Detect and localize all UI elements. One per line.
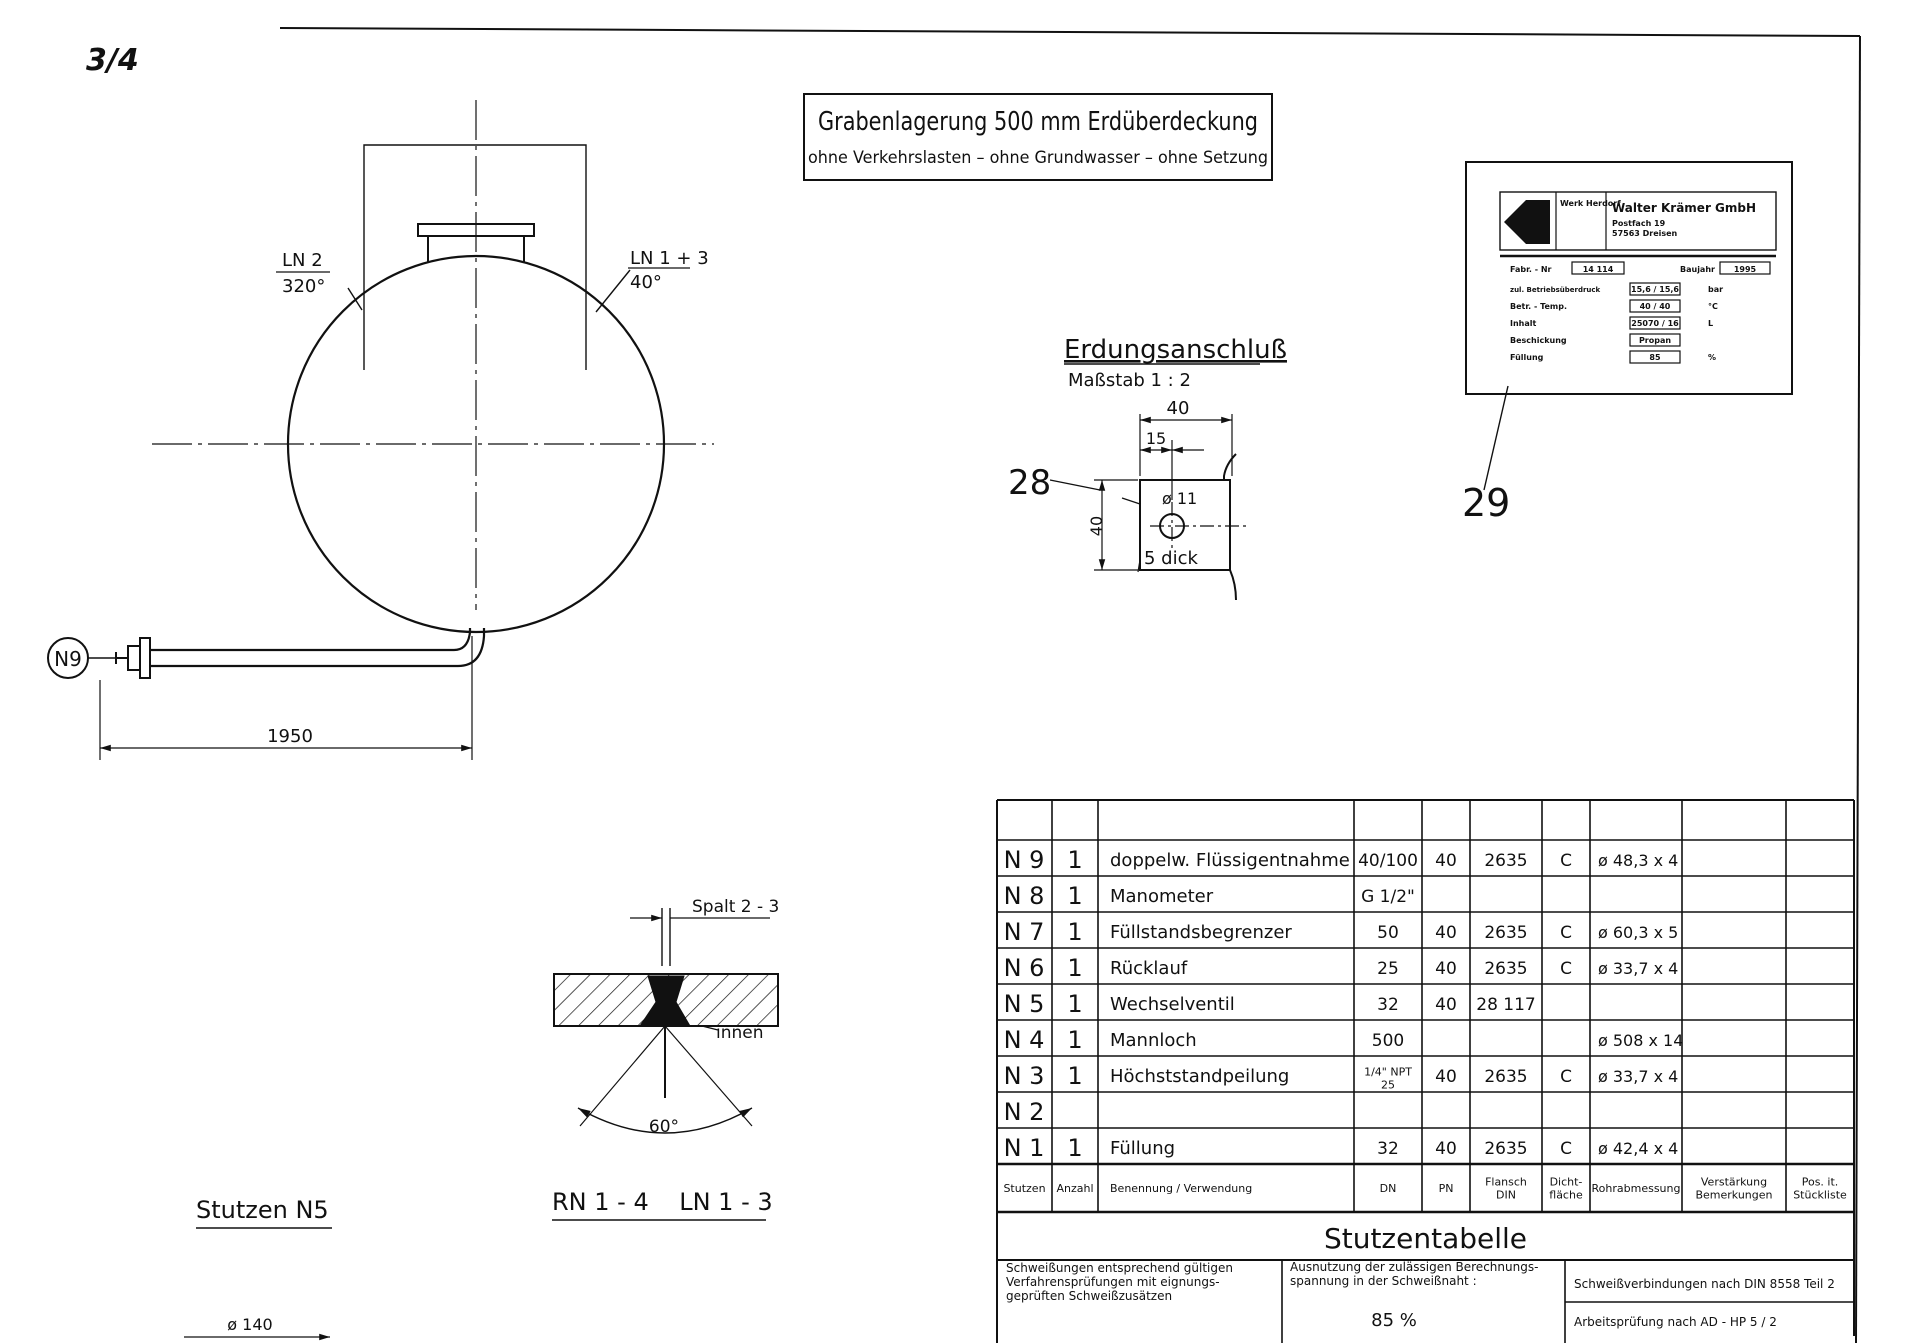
table-cell-flansch: 2635: [1484, 923, 1528, 943]
table-cell-dn: 25: [1377, 959, 1399, 979]
table-cell-stutzen: N 3: [1003, 1062, 1045, 1090]
table-cell-flansch: 2635: [1484, 1067, 1528, 1087]
table-cell-pn: 40: [1435, 995, 1457, 1015]
table-cell-dn: G 1/2": [1361, 887, 1415, 907]
table-cell-dicht: C: [1560, 1139, 1572, 1159]
table-cell-flansch: 2635: [1484, 851, 1528, 871]
table-header-stutzen: Stutzen: [1003, 1182, 1046, 1195]
table-cell-flansch: 2635: [1484, 1139, 1528, 1159]
table-cell-anzahl: 1: [1067, 1062, 1083, 1090]
nameplate-item-number: 29: [1462, 481, 1511, 525]
table-header-anzahl: Anzahl: [1056, 1182, 1094, 1195]
n9-pipe: [150, 628, 484, 666]
ln13-label: LN 1 + 3: [630, 248, 709, 269]
nameplate-inhalt-label: Inhalt: [1510, 319, 1537, 328]
dim-1950: 1950: [267, 726, 313, 747]
nameplate-baujahr-label: Baujahr: [1680, 265, 1715, 274]
nameplate-baujahr-value: 1995: [1733, 265, 1757, 274]
title-line-2: ohne Verkehrslasten – ohne Grundwasser – ohne Setzung: [808, 148, 1268, 168]
table-cell-benennung: Rücklauf: [1110, 958, 1188, 979]
table-footer-mid-value: 85 %: [1371, 1310, 1417, 1331]
table-footer-mid: spannung in der Schweißnaht :: [1290, 1274, 1477, 1288]
table-cell-stutzen: N 1: [1003, 1134, 1045, 1162]
table-cell-stutzen: N 8: [1003, 882, 1045, 910]
table-header-verst: Verstärkung: [1700, 1175, 1768, 1189]
vessel-end-view: [48, 100, 714, 760]
table-header-flansch: Flansch: [1485, 1175, 1527, 1189]
nameplate-druck-value: 15,6 / 15,6: [1631, 285, 1679, 294]
table-cell-pn: 40: [1435, 959, 1457, 979]
weld-innen: innen: [716, 1023, 764, 1043]
nameplate-fabr-value: 14 114: [1582, 265, 1614, 274]
nameplate-fuellung-label: Füllung: [1510, 353, 1544, 362]
grounding-title: Erdungsanschluß: [1064, 335, 1287, 365]
grounding-scale: Maßstab 1 : 2: [1068, 370, 1191, 391]
table-header-pn: PN: [1438, 1182, 1454, 1195]
table-cell-pn: 40: [1435, 1139, 1457, 1159]
grounding-hole-label: ø 11: [1162, 489, 1198, 508]
table-cell-dn: 40/100: [1358, 851, 1418, 871]
table-cell-dicht: C: [1560, 959, 1572, 979]
table-cell-rohr: ø 33,7 x 4: [1598, 1067, 1679, 1086]
title-box: [804, 94, 1272, 180]
grounding-dim-40-side: 40: [1087, 515, 1106, 537]
table-cell-rohr: ø 42,4 x 4: [1598, 1139, 1679, 1158]
grounding-thickness: 5 dick: [1144, 548, 1198, 569]
table-cell-dicht: C: [1560, 851, 1572, 871]
table-cell-anzahl: 1: [1067, 882, 1083, 910]
table-header-rohr: Rohrabmessung: [1591, 1182, 1681, 1195]
nameplate-temp-value: 40 / 40: [1639, 302, 1671, 311]
table-header-dicht: fläche: [1549, 1188, 1583, 1202]
nameplate-inhalt-value: 25070 / 16: [1631, 319, 1679, 328]
table-cell-pn: 40: [1435, 1067, 1457, 1087]
table-header-benennung: Benennung / Verwendung: [1110, 1182, 1253, 1195]
table-cell-dn: 50: [1377, 923, 1399, 943]
table-cell-stutzen: N 4: [1003, 1026, 1045, 1054]
page-number: 3/4: [86, 43, 139, 78]
table-footer-right-1: Schweißverbindungen nach DIN 8558 Teil 2: [1574, 1277, 1835, 1291]
table-cell-rohr: ø 33,7 x 4: [1598, 959, 1679, 978]
table-cell-anzahl: 1: [1067, 954, 1083, 982]
table-cell-anzahl: 1: [1067, 846, 1083, 874]
nameplate-fuellung-unit: %: [1708, 353, 1717, 362]
table-cell-pn: 40: [1435, 923, 1457, 943]
title-line-1: Grabenlagerung 500 mm Erdüberdeckung: [818, 107, 1258, 137]
nameplate-druck-label: zul. Betriebsüberdruck: [1510, 286, 1601, 294]
table-cell-stutzen: N 2: [1003, 1098, 1045, 1126]
table-cell-stutzen: N 5: [1003, 990, 1045, 1018]
table-header-pos: Stückliste: [1793, 1188, 1847, 1202]
nameplate-address-1: Postfach 19: [1612, 219, 1666, 228]
table-cell-benennung: Mannloch: [1110, 1030, 1197, 1051]
table-footer-left: geprüften Schweißzusätzen: [1006, 1289, 1173, 1303]
table-cell-benennung: doppelw. Flüssigentnahme: [1110, 850, 1350, 871]
ln13-angle: 40°: [630, 272, 662, 293]
nameplate-druck-unit: bar: [1708, 285, 1724, 294]
table-cell-benennung: Wechselventil: [1110, 994, 1235, 1015]
stutzen-n5-dim: ø 140: [227, 1315, 273, 1334]
table-cell-dn: 500: [1371, 1031, 1405, 1051]
nameplate-fabr-label: Fabr. - Nr: [1510, 265, 1552, 274]
table-footer-left: Schweißungen entsprechend gültigen: [1006, 1261, 1233, 1275]
nameplate-werk: Werk Herdorf: [1560, 199, 1621, 208]
ln2-label: LN 2: [282, 250, 323, 271]
nozzle-table-text: [1003, 846, 1847, 1331]
table-cell-benennung: Manometer: [1110, 886, 1214, 907]
grounding-dim-15: 15: [1145, 429, 1167, 448]
table-cell-pn: 40: [1435, 851, 1457, 871]
table-cell-stutzen: N 7: [1003, 918, 1045, 946]
table-header-dn: DN: [1379, 1182, 1397, 1195]
table-footer-left: Verfahrensprüfungen mit eignungs-: [1006, 1275, 1220, 1289]
table-cell-benennung: Füllung: [1110, 1138, 1176, 1159]
weld-spalt: Spalt 2 - 3: [692, 897, 780, 917]
table-cell-anzahl: 1: [1067, 1134, 1083, 1162]
table-cell-dicht: C: [1560, 923, 1572, 943]
table-cell-anzahl: 1: [1067, 918, 1083, 946]
table-cell-stutzen: N 9: [1003, 846, 1045, 874]
stutzen-n5-title: Stutzen N5: [196, 1196, 329, 1224]
table-cell-anzahl: 1: [1067, 1026, 1083, 1054]
n9-balloon-label: N9: [54, 647, 82, 671]
table-cell-rohr: ø 508 x 14: [1598, 1031, 1684, 1050]
grounding-item-number: 28: [1008, 463, 1052, 503]
table-cell-dicht: C: [1560, 1067, 1572, 1087]
nameplate-temp-label: Betr. - Temp.: [1510, 302, 1568, 311]
table-cell-rohr: ø 60,3 x 5: [1598, 923, 1679, 942]
table-header-verst: Bemerkungen: [1695, 1188, 1773, 1202]
nameplate-beschickung-value: Propan: [1638, 336, 1672, 345]
company-logo: [1504, 200, 1550, 244]
table-cell-rohr: ø 48,3 x 4: [1598, 851, 1679, 870]
table-cell-stutzen: N 6: [1003, 954, 1045, 982]
weld-caption: RN 1 - 4 LN 1 - 3: [552, 1188, 773, 1216]
nameplate-inhalt-unit: L: [1708, 319, 1714, 328]
table-cell-dn: 25: [1381, 1078, 1395, 1092]
table-header-dicht: Dicht-: [1549, 1175, 1583, 1189]
table-cell-dn: 32: [1377, 1139, 1399, 1159]
ln2-angle: 320°: [282, 276, 326, 297]
table-cell-dn: 32: [1377, 995, 1399, 1015]
nameplate-company: Walter Krämer GmbH: [1612, 201, 1757, 215]
table-footer-right-2: Arbeitsprüfung nach AD - HP 5 / 2: [1574, 1315, 1777, 1329]
table-cell-dn: 1/4" NPT: [1364, 1065, 1412, 1079]
nameplate-beschickung-label: Beschickung: [1510, 336, 1567, 345]
table-cell-flansch: 28 117: [1476, 995, 1536, 1015]
table-cell-benennung: Höchststandpeilung: [1110, 1066, 1290, 1087]
table-cell-benennung: Füllstandsbegrenzer: [1110, 922, 1292, 943]
table-header-pos: Pos. it.: [1801, 1175, 1839, 1189]
nameplate-address-2: 57563 Dreisen: [1612, 229, 1678, 238]
table-footer-mid: Ausnutzung der zulässigen Berechnungs-: [1290, 1260, 1539, 1274]
nameplate-temp-unit: °C: [1708, 302, 1718, 311]
table-cell-anzahl: 1: [1067, 990, 1083, 1018]
weld-angle: 60°: [648, 1117, 680, 1137]
table-title: Stutzentabelle: [1323, 1222, 1528, 1255]
nameplate-fuellung-value: 85: [1649, 353, 1661, 362]
grounding-dim-40-top: 40: [1166, 398, 1190, 419]
table-cell-flansch: 2635: [1484, 959, 1528, 979]
table-header-flansch: DIN: [1496, 1188, 1516, 1202]
weld-detail: [554, 908, 778, 1133]
